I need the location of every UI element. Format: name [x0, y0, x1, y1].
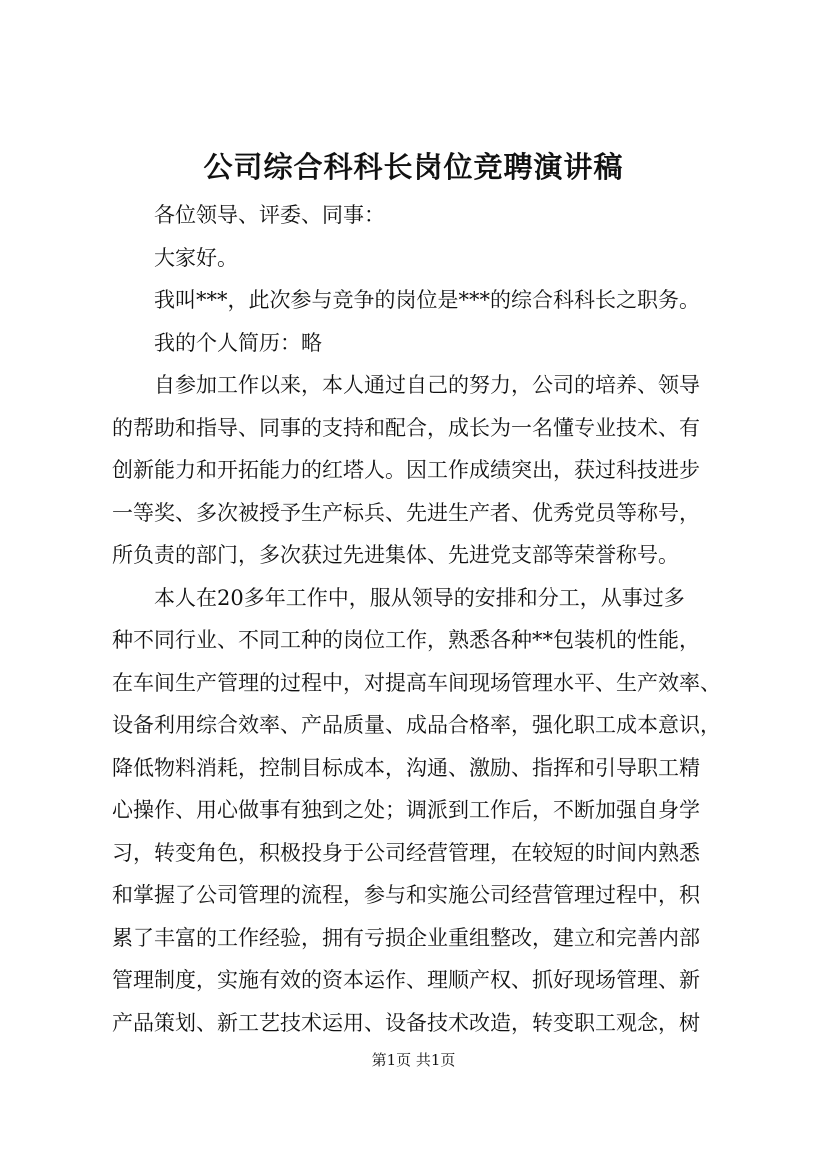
- body-line: 降低物料消耗，控制目标成本，沟通、激励、指挥和引导职工精: [112, 755, 700, 780]
- body-line: 一等奖、多次被授予生产标兵、先进生产者、优秀党员等称号，: [112, 500, 700, 525]
- body-line: 在车间生产管理的过程中，对提高车间现场管理水平、生产效率、: [112, 670, 721, 695]
- body-line: 自参加工作以来，本人通过自己的努力，公司的培养、领导: [154, 373, 700, 397]
- body-line: 我的个人简历：略: [154, 330, 322, 355]
- body-line: 习，转变角色，积极投身于公司经营管理，在较短的时间内熟悉: [112, 840, 700, 865]
- body-line: 的帮助和指导、同事的支持和配合，成长为一名懂专业技术、有: [112, 415, 700, 440]
- body-line: 累了丰富的工作经验，拥有亏损企业重组整改，建立和完善内部: [112, 925, 700, 950]
- body-line: 管理制度，实施有效的资本运作、理顺产权、抓好现场管理、新: [112, 968, 700, 992]
- body-line: 种不同行业、不同工种的岗位工作，熟悉各种**包装机的性能，: [112, 628, 700, 652]
- body-line: 创新能力和开拓能力的红塔人。因工作成绩突出，获过科技进步: [112, 458, 700, 482]
- body-line: 心操作、用心做事有独到之处；调派到工作后，不断加强自身学: [112, 798, 700, 822]
- body-line: 所负责的部门，多次获过先进集体、先进党支部等荣誉称号。: [112, 543, 679, 567]
- page-footer: 第1页 共1页: [371, 1051, 456, 1069]
- document-title: 公司综合科科长岗位竞聘演讲稿: [203, 150, 624, 184]
- body-line: 我叫***，此次参与竞争的岗位是***的综合科科长之职务。: [154, 288, 700, 312]
- body-line: 各位领导、评委、同事：: [154, 203, 385, 227]
- body-line: 本人在20多年工作中，服从领导的安排和分工，从事过多: [154, 585, 685, 610]
- body-line: 和掌握了公司管理的流程，参与和实施公司经营管理过程中，积: [112, 883, 700, 907]
- body-line: 大家好。: [154, 245, 238, 270]
- document-body: [112, 194, 732, 1044]
- body-line: 设备利用综合效率、产品质量、成品合格率，强化职工成本意识，: [112, 713, 721, 737]
- body-line: 产品策划、新工艺技术运用、设备技术改造，转变职工观念，树: [112, 1010, 700, 1035]
